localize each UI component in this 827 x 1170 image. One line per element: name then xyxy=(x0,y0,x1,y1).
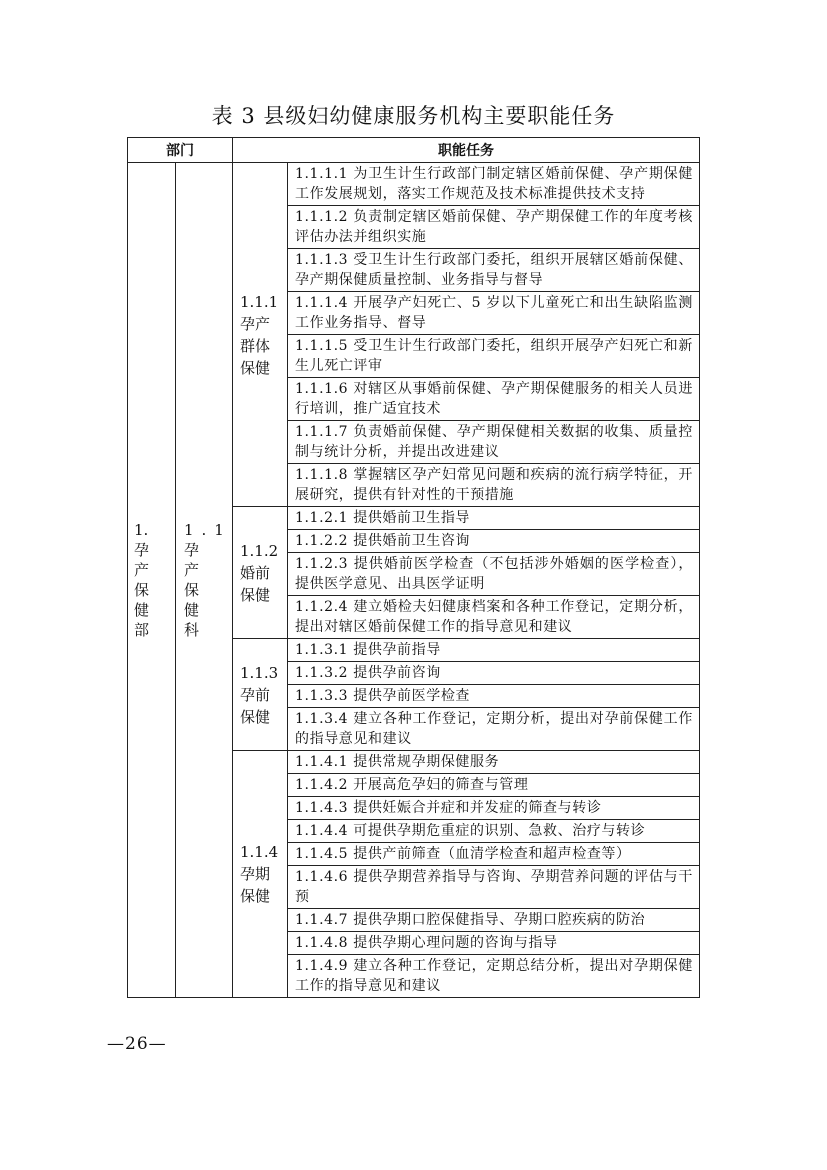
task-cell: 1.1.4.4 可提供孕期危重症的识别、急救、治疗与转诊 xyxy=(288,820,700,843)
dept-level1-text: 1. xyxy=(134,521,149,539)
task-cell: 1.1.3.1 提供孕前指导 xyxy=(288,639,700,662)
task-cell: 1.1.2.3 提供婚前医学检查（不包括涉外婚姻的医学检查），提供医学意见、出具医学证明 xyxy=(288,553,700,596)
task-cell: 1.1.4.6 提供孕期营养指导与咨询、孕期营养问题的评估与干预 xyxy=(288,866,700,909)
dept-level1-text: 健 xyxy=(134,601,150,619)
table-row xyxy=(128,163,700,206)
group-label-text: 1.1.1 xyxy=(240,292,279,311)
dept-level1-text: 保 xyxy=(134,581,150,599)
group-label-cell xyxy=(233,507,288,639)
task-cell: 1.1.1.4 开展孕产妇死亡、5 岁以下儿童死亡和出生缺陷监测工作业务指导、督导 xyxy=(288,292,700,335)
table-title: 表 3 县级妇幼健康服务机构主要职能任务 xyxy=(211,104,616,128)
task-cell: 1.1.2.4 建立婚检夫妇健康档案和各种工作登记，定期分析，提出对辖区婚前保健工作的指导意见和建议 xyxy=(288,596,700,639)
group-label-text: 孕产 xyxy=(240,314,271,333)
task-cell: 1.1.1.2 负责制定辖区婚前保健、孕产期保健工作的年度考核评估办法并组织实施 xyxy=(288,206,700,249)
dept-level2-text: 保 健 xyxy=(184,581,208,619)
header-dept: 部门 xyxy=(128,138,233,163)
dept-level2-cell xyxy=(176,163,233,998)
dept-level1-text: 孕 xyxy=(134,541,150,559)
group-label-text: 群体 xyxy=(240,336,271,355)
task-cell: 1.1.4.5 提供产前筛查（血清学检查和超声检查等） xyxy=(288,843,700,866)
group-label-text: 1.1.2 xyxy=(240,541,279,560)
group-label-text: 保健 xyxy=(240,358,271,377)
task-cell: 1.1.1.6 对辖区从事婚前保健、孕产期保健服务的相关人员进行培训，推广适宜技术 xyxy=(288,378,700,421)
group-label-text: 保健 xyxy=(240,887,271,905)
group-label-cell xyxy=(233,163,288,507)
group-label-text: 保健 xyxy=(240,707,271,726)
task-cell: 1.1.4.1 提供常规孕期保健服务 xyxy=(288,751,700,774)
task-cell: 1.1.4.8 提供孕期心理问题的咨询与指导 xyxy=(288,932,700,955)
task-cell: 1.1.1.1 为卫生计生行政部门制定辖区婚前保健、孕产期保健工作发展规划，落实工作规范及技术标准提供技术支持 xyxy=(288,163,700,206)
group-label-text: 婚前 xyxy=(240,563,271,582)
dept-level2-text: 孕 产 xyxy=(184,541,208,579)
group-label-text: 孕期 xyxy=(240,865,271,883)
group-label-text: 孕前 xyxy=(240,685,271,704)
group-label-text: 保健 xyxy=(240,585,271,604)
task-cell: 1.1.4.3 提供妊娠合并症和并发症的筛查与转诊 xyxy=(288,797,700,820)
task-cell: 1.1.2.2 提供婚前卫生咨询 xyxy=(288,530,700,553)
group-label-text: 1.1.4 xyxy=(240,843,279,861)
dept-level1-text: 部 xyxy=(134,621,150,639)
task-cell: 1.1.1.3 受卫生计生行政部门委托，组织开展辖区婚前保健、孕产期保健质量控制、业务指导与督导 xyxy=(288,249,700,292)
header-row xyxy=(128,138,700,163)
task-cell: 1.1.1.8 掌握辖区孕产妇常见问题和疾病的流行病学特征，开展研究，提供有针对性的干预措施 xyxy=(288,464,700,507)
task-cell: 1.1.2.1 提供婚前卫生指导 xyxy=(288,507,700,530)
task-cell: 1.1.4.7 提供孕期口腔保健指导、孕期口腔疾病的防治 xyxy=(288,909,700,932)
group-label-cell xyxy=(233,639,288,751)
header-tasks: 职能任务 xyxy=(233,138,700,163)
duty-table xyxy=(127,137,700,998)
group-label-cell xyxy=(233,751,288,998)
task-cell: 1.1.3.3 提供孕前医学检查 xyxy=(288,685,700,708)
task-cell: 1.1.1.7 负责婚前保健、孕产期保健相关数据的收集、质量控制与统计分析，并提出改进建议 xyxy=(288,421,700,464)
dept-level1-cell xyxy=(128,163,176,998)
dept-level1-text: 产 xyxy=(134,561,150,579)
task-cell: 1.1.3.4 建立各种工作登记，定期分析，提出对孕前保健工作的指导意见和建议 xyxy=(288,708,700,751)
dept-level2-text: 1.1 xyxy=(184,521,232,539)
group-label-text: 1.1.3 xyxy=(240,663,279,682)
task-cell: 1.1.3.2 提供孕前咨询 xyxy=(288,662,700,685)
task-cell: 1.1.1.5 受卫生计生行政部门委托，组织开展孕产妇死亡和新生儿死亡评审 xyxy=(288,335,700,378)
task-cell: 1.1.4.2 开展高危孕妇的筛查与管理 xyxy=(288,774,700,797)
page-number: —26— xyxy=(107,1034,167,1054)
task-cell: 1.1.4.9 建立各种工作登记，定期总结分析，提出对孕期保健工作的指导意见和建议 xyxy=(288,955,700,998)
dept-level2-text: 科 xyxy=(184,621,208,639)
